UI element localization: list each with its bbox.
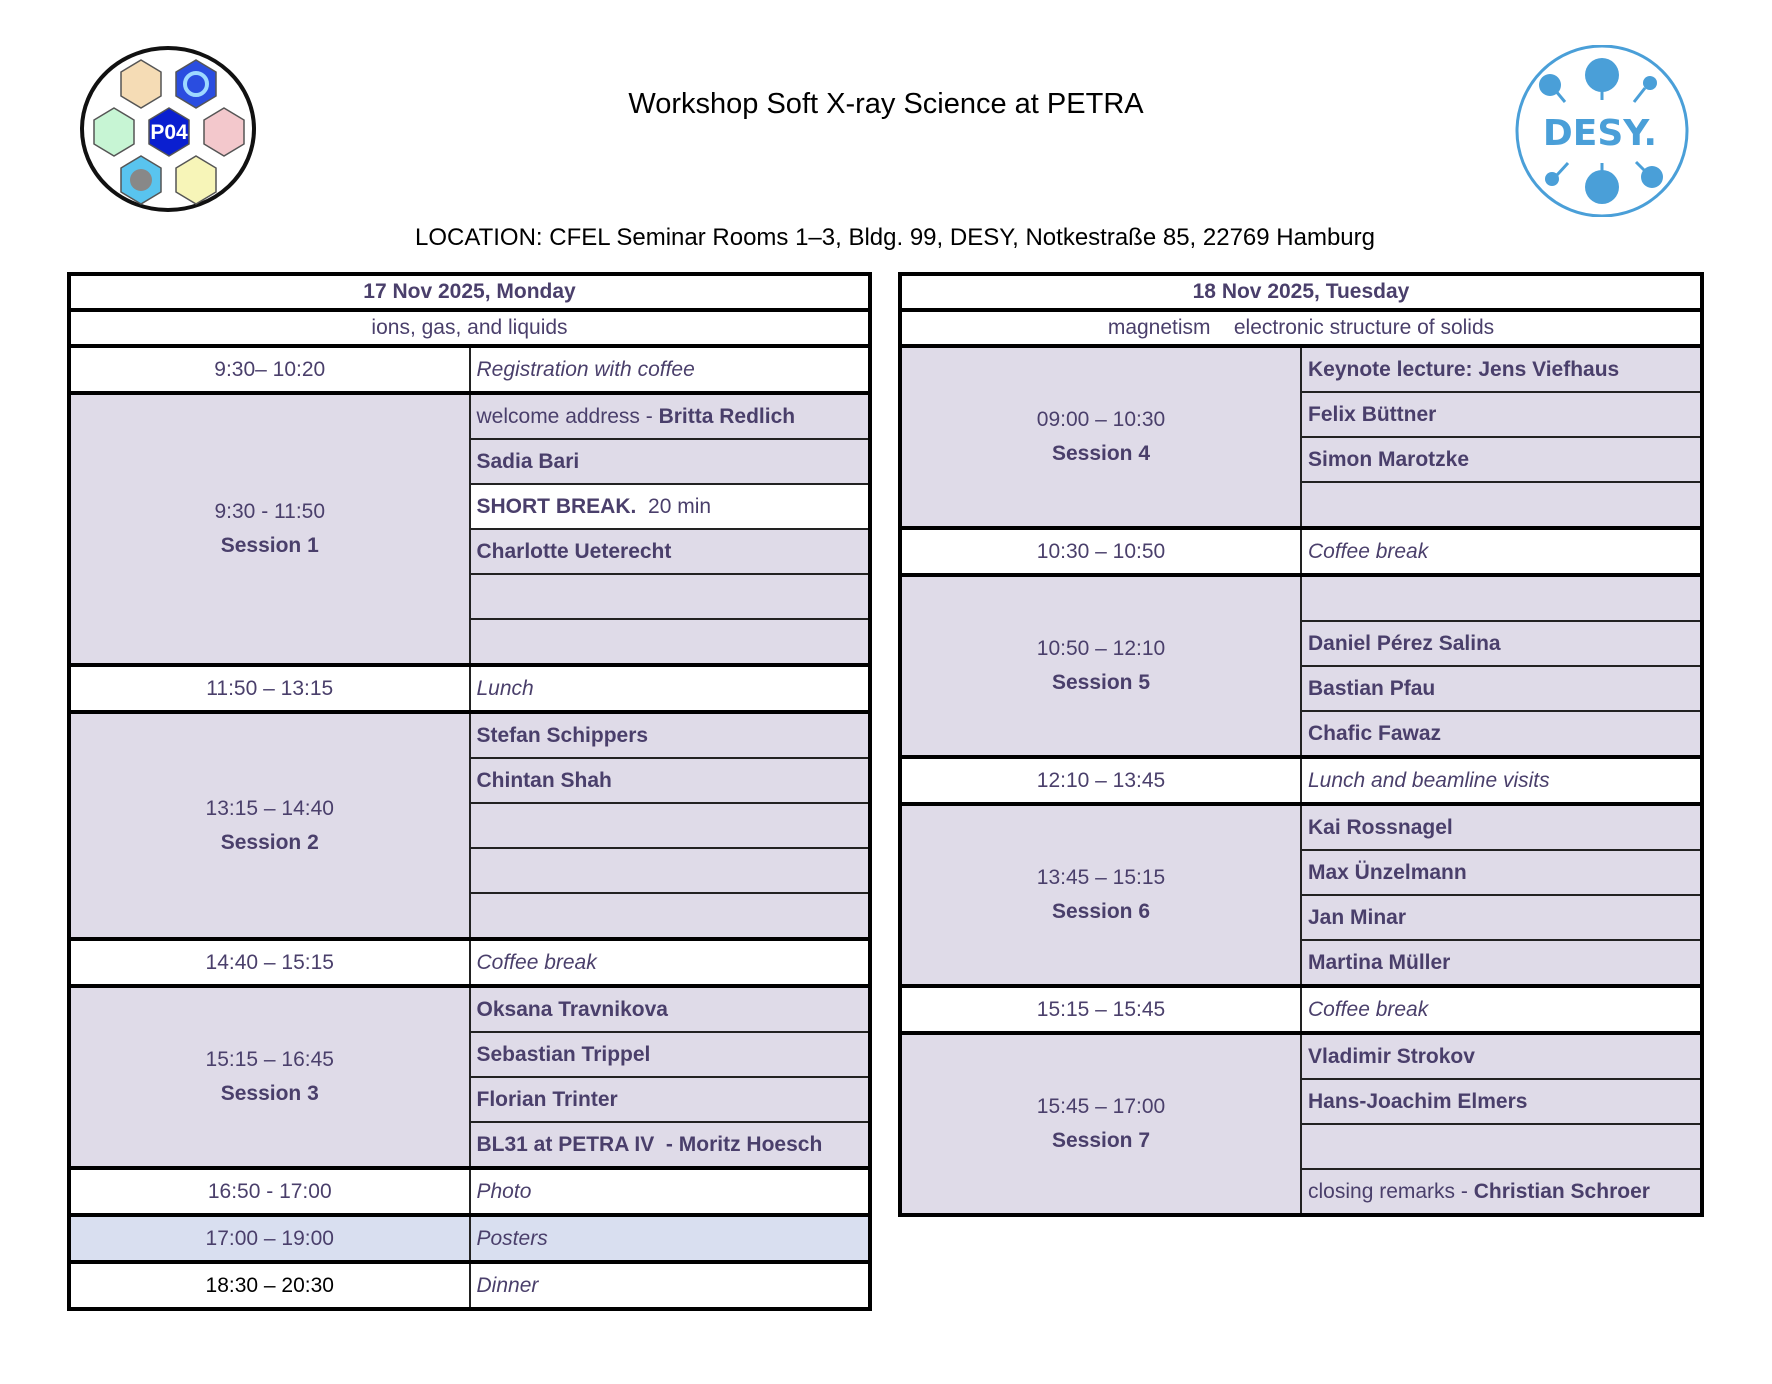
- schedule-row: [69, 1215, 870, 1262]
- speaker-name: Keynote lecture: Jens Viefhaus: [1308, 357, 1620, 381]
- event-text: Photo: [476, 1179, 532, 1203]
- schedule-tuesday: [898, 272, 1704, 1217]
- speaker-name: Chafic Fawaz: [1308, 721, 1442, 745]
- talk-cell: [1301, 346, 1702, 392]
- time-range: 09:00 – 10:30: [1036, 408, 1166, 431]
- time-slot-cell: [69, 1215, 470, 1262]
- time-slot-cell: [69, 986, 470, 1168]
- speaker-name: Kai Rossnagel: [1308, 815, 1453, 839]
- session-label: Session 1: [220, 534, 319, 557]
- time-slot-cell: [900, 346, 1301, 528]
- time-range: 9:30– 10:20: [214, 357, 326, 381]
- talk-cell: [1301, 437, 1702, 482]
- time-slot-cell: [69, 1262, 470, 1309]
- time-range: 16:50 - 17:00: [207, 1179, 332, 1203]
- event-text: 20 min: [636, 494, 712, 518]
- talk-cell: [1301, 666, 1702, 711]
- session-label: Session 7: [1051, 1129, 1151, 1152]
- event-text: Lunch: [476, 676, 534, 700]
- speaker-name: SHORT BREAK.: [476, 494, 637, 518]
- session-label: Session 6: [1051, 900, 1151, 923]
- schedule-row: [69, 939, 870, 986]
- event-text: closing remarks -: [1308, 1179, 1474, 1203]
- schedule-row: [900, 575, 1702, 621]
- event-text: Coffee break: [1308, 539, 1429, 563]
- event-text: Coffee break: [1308, 997, 1429, 1021]
- topic-row: [69, 310, 870, 346]
- speaker-name: Britta Redlich: [658, 404, 796, 428]
- schedule-monday: [67, 272, 872, 1311]
- talk-cell: [470, 712, 871, 758]
- speaker-name: Simon Marotzke: [1308, 447, 1470, 471]
- talk-cell: [470, 1168, 871, 1215]
- time-range: 9:30 - 11:50: [214, 500, 326, 523]
- event-text: Dinner: [476, 1273, 539, 1297]
- talk-cell: [470, 529, 871, 574]
- time-range: 14:40 – 15:15: [205, 950, 334, 974]
- time-slot-cell: [69, 393, 470, 665]
- time-slot-cell: [900, 528, 1301, 575]
- time-range: 12:10 – 13:45: [1036, 768, 1166, 792]
- schedule-row: [900, 528, 1702, 575]
- talk-cell: [1301, 940, 1702, 986]
- time-slot-cell: [69, 939, 470, 986]
- schedule-row: [900, 757, 1702, 804]
- talk-cell: [470, 1032, 871, 1077]
- time-slot-cell: [900, 575, 1301, 757]
- talk-cell: [470, 1122, 871, 1168]
- speaker-name: Martina Müller: [1308, 950, 1451, 974]
- time-range: 15:15 – 15:45: [1036, 997, 1166, 1021]
- empty-slot: [1301, 482, 1702, 528]
- talk-cell: [1301, 895, 1702, 940]
- day-topic: magnetism electronic structure of solids: [900, 310, 1702, 346]
- empty-slot: [470, 893, 871, 939]
- talk-cell: [470, 665, 871, 712]
- speaker-name: Daniel Pérez Salina: [1308, 631, 1501, 655]
- day-topic: ions, gas, and liquids: [69, 310, 870, 346]
- event-text: Posters: [476, 1226, 548, 1250]
- schedule-row: [69, 986, 870, 1032]
- p04-logo: [80, 45, 260, 215]
- talk-cell: [1301, 392, 1702, 437]
- time-slot-cell: [900, 804, 1301, 986]
- empty-slot: [1301, 1124, 1702, 1169]
- speaker-name: Bastian Pfau: [1308, 676, 1436, 700]
- event-text: welcome address -: [476, 404, 659, 428]
- talk-cell: [470, 1077, 871, 1122]
- svg-text:DESY.: DESY.: [1542, 113, 1658, 154]
- speaker-name: Stefan Schippers: [476, 723, 649, 747]
- date-row: [900, 274, 1702, 310]
- talk-cell: [1301, 1033, 1702, 1079]
- talk-cell: [470, 393, 871, 439]
- schedule-row: [69, 665, 870, 712]
- speaker-name: Florian Trinter: [476, 1087, 618, 1111]
- speaker-name: Vladimir Strokov: [1308, 1044, 1475, 1068]
- schedule-row: [900, 346, 1702, 392]
- schedule-row: [69, 712, 870, 758]
- empty-slot: [470, 848, 871, 893]
- talk-cell: [470, 484, 871, 529]
- schedule-row: [900, 1033, 1702, 1079]
- empty-slot: [470, 803, 871, 848]
- speaker-name: Jan Minar: [1308, 905, 1407, 929]
- event-text: Registration with coffee: [476, 357, 695, 381]
- speaker-name: Oksana Travnikova: [476, 997, 668, 1021]
- svg-text:P04: P04: [150, 121, 188, 144]
- talk-cell: [1301, 621, 1702, 666]
- time-slot-cell: [69, 712, 470, 939]
- talk-cell: [470, 939, 871, 986]
- time-slot-cell: [900, 986, 1301, 1033]
- time-slot-cell: [900, 757, 1301, 804]
- schedule-row: [69, 1262, 870, 1309]
- time-slot-cell: [69, 665, 470, 712]
- date-row: [69, 274, 870, 310]
- talk-cell: [1301, 986, 1702, 1033]
- schedule-row: [69, 393, 870, 439]
- speaker-name: Hans-Joachim Elmers: [1308, 1089, 1528, 1113]
- time-range: 13:15 – 14:40: [205, 796, 334, 820]
- talk-cell: [470, 346, 871, 393]
- talk-cell: [1301, 528, 1702, 575]
- speaker-name: Chintan Shah: [476, 768, 612, 792]
- empty-slot: [470, 619, 871, 665]
- talk-cell: [1301, 804, 1702, 850]
- time-range: 10:50 – 12:10: [1036, 637, 1166, 660]
- event-text: Lunch and beamline visits: [1308, 768, 1550, 792]
- talk-cell: [1301, 1169, 1702, 1215]
- time-range: 15:15 – 16:45: [205, 1048, 334, 1071]
- desy-logo: [1512, 45, 1692, 217]
- time-slot-cell: [69, 1168, 470, 1215]
- day-date: 17 Nov 2025, Monday: [69, 274, 870, 310]
- time-range: 10:30 – 10:50: [1036, 539, 1166, 563]
- event-text: Coffee break: [476, 950, 597, 974]
- speaker-name: Max Ünzelmann: [1308, 860, 1467, 884]
- day-date: 18 Nov 2025, Tuesday: [900, 274, 1702, 310]
- page-title: Workshop Soft X-ray Science at PETRA: [628, 88, 1144, 120]
- time-slot-cell: [900, 1033, 1301, 1215]
- location-line: LOCATION: CFEL Seminar Rooms 1–3, Bldg. 99, DESY, Notkestraße 85, 22769 Hamburg: [415, 224, 1375, 251]
- topic-row: [900, 310, 1702, 346]
- talk-cell: [470, 1262, 871, 1309]
- time-range: 18:30 – 20:30: [205, 1273, 334, 1297]
- talk-cell: [470, 1215, 871, 1262]
- speaker-name: BL31 at PETRA IV - Moritz Hoesch: [476, 1132, 823, 1156]
- time-slot-cell: [69, 346, 470, 393]
- speaker-name: Charlotte Ueterecht: [476, 539, 672, 563]
- schedule-row: [900, 804, 1702, 850]
- time-range: 17:00 – 19:00: [205, 1226, 334, 1250]
- session-label: Session 5: [1051, 671, 1151, 694]
- speaker-name: Felix Büttner: [1308, 402, 1437, 426]
- speaker-name: Sadia Bari: [476, 449, 580, 473]
- talk-cell: [470, 986, 871, 1032]
- time-range: 11:50 – 13:15: [206, 676, 334, 700]
- time-range: 15:45 – 17:00: [1036, 1095, 1166, 1118]
- talk-cell: [1301, 757, 1702, 804]
- session-label: Session 3: [220, 1082, 319, 1105]
- session-label: Session 2: [220, 830, 319, 854]
- session-label: Session 4: [1051, 442, 1151, 465]
- speaker-name: Sebastian Trippel: [476, 1042, 651, 1066]
- time-range: 13:45 – 15:15: [1036, 866, 1166, 889]
- empty-slot: [1301, 575, 1702, 621]
- talk-cell: [1301, 711, 1702, 757]
- schedule-row: [69, 1168, 870, 1215]
- talk-cell: [1301, 1079, 1702, 1124]
- schedule-row: [69, 346, 870, 393]
- talk-cell: [470, 439, 871, 484]
- schedule-row: [900, 986, 1702, 1033]
- talk-cell: [1301, 850, 1702, 895]
- speaker-name: Christian Schroer: [1473, 1179, 1650, 1203]
- talk-cell: [470, 758, 871, 803]
- empty-slot: [470, 574, 871, 619]
